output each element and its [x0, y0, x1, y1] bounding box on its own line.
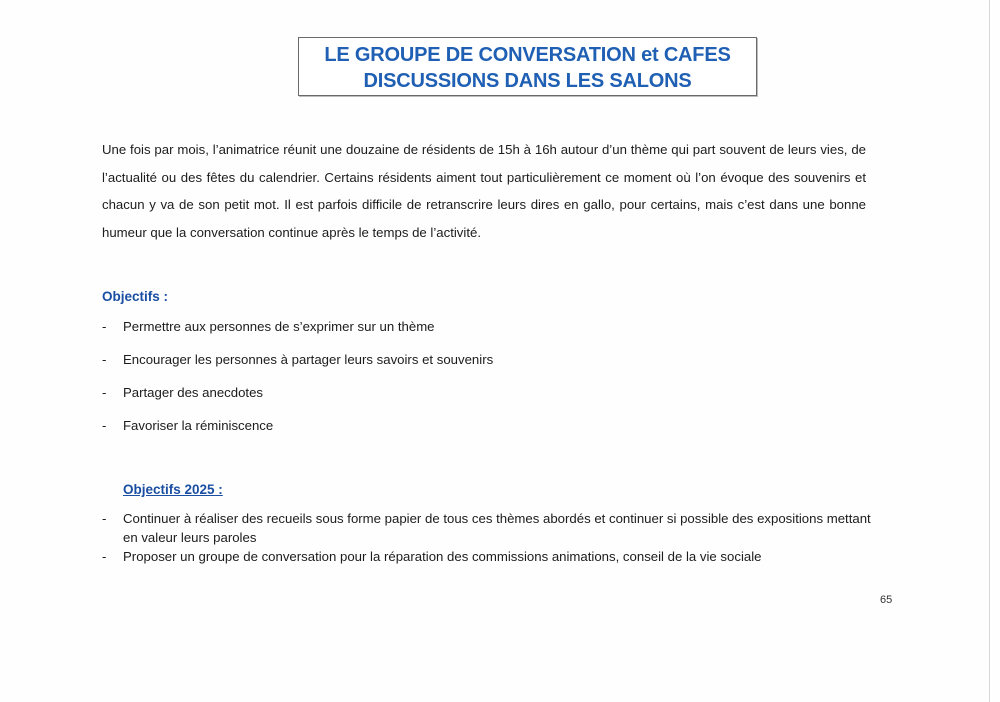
- list-item-text: Permettre aux personnes de s’exprimer sur un thème: [123, 319, 435, 334]
- title-line-1: LE GROUPE DE CONVERSATION et CAFES: [324, 44, 731, 66]
- objectifs-list: [102, 317, 872, 449]
- bullet-dash: -: [102, 385, 107, 400]
- intro-paragraph: Une fois par mois, l’animatrice réunit une douzaine de résidents de 15h à 16h autour d’un thème qui part souvent de leurs vies, de l’actualité ou des fêtes du calendrier. Certains résidents aiment tout particulièrement ce moment où l’on évoque des souvenirs et chacun y va de son petit mot. Il est parfois difficile de retranscrire leurs dires en gallo, pour certains, mais c’est dans une bonne humeur que la conversation continue après le temps de l’activité.: [102, 142, 866, 240]
- list-item: [102, 317, 872, 336]
- list-item: [102, 383, 872, 402]
- list-item-text: Partager des anecdotes: [123, 385, 264, 400]
- list-item: [102, 350, 872, 369]
- page-number: 65: [880, 594, 893, 606]
- list-item-text: Favoriser la réminiscence: [123, 418, 274, 433]
- list-item-text: Encourager les personnes à partager leurs savoirs et souvenirs: [123, 352, 494, 367]
- list-item: [102, 509, 872, 547]
- list-item-text: Proposer un groupe de conversation pour la réparation des commissions animations, conseil de la vie sociale: [123, 549, 762, 564]
- page-edge: [989, 0, 990, 702]
- bullet-dash: -: [102, 319, 107, 334]
- objectifs-2025-heading: Objectifs 2025 :: [123, 482, 223, 497]
- list-item-text: Continuer à réaliser des recueils sous forme papier de tous ces thèmes abordés et continuer si possible des expositions mettant en valeur leurs paroles: [123, 511, 871, 545]
- bullet-dash: -: [102, 352, 107, 367]
- bullet-dash: -: [102, 549, 107, 564]
- title-line-2: DISCUSSIONS DANS LES SALONS: [363, 70, 692, 92]
- objectifs-2025-list: [102, 509, 872, 566]
- list-item: [102, 416, 872, 435]
- title-box: [298, 37, 757, 96]
- bullet-dash: -: [102, 511, 107, 526]
- bullet-dash: -: [102, 418, 107, 433]
- objectifs-heading: Objectifs :: [102, 289, 169, 304]
- list-item: [102, 547, 872, 566]
